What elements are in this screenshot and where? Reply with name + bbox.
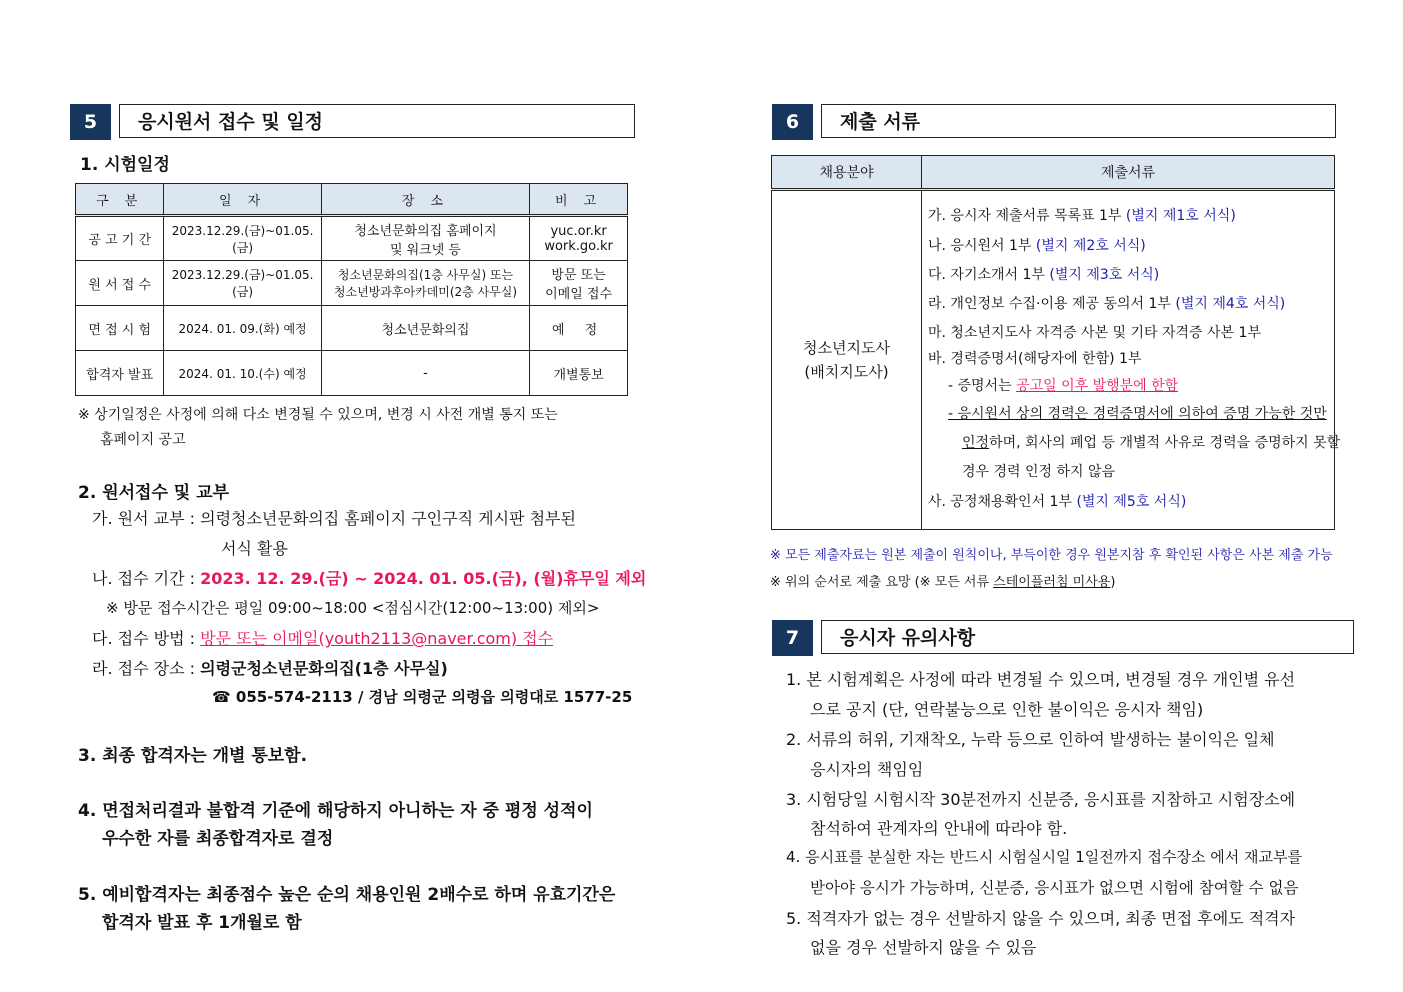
section-6-number: 6 — [772, 104, 813, 140]
application-method-text: 방문 또는 이메일(youth2113@naver.com) 접수 — [200, 629, 554, 648]
doc-subitem: - 응시원서 상의 경력은 경력증명서에 의하여 증명 가능한 것만 — [948, 406, 1327, 422]
doc-subitem — [948, 375, 1178, 395]
doc-item-text: 바. 경력증명서(해당자에 한함) 1부 — [928, 351, 1142, 367]
item-3: 3. 최종 합격자는 개별 통보함. — [78, 746, 308, 766]
schedule-cell-place — [321, 261, 529, 306]
table-row — [76, 306, 628, 351]
schedule-cell-place — [321, 216, 529, 261]
schedule-col-note: 비 고 — [530, 184, 628, 216]
place-line: 청소년문화의집(1층 사무실) 또는 — [337, 268, 514, 282]
notice-item-4: 4. 응시표를 분실한 자는 반드시 시험실시일 1일전까지 접수장소 에서 재교부를 — [786, 848, 1302, 866]
field-name-sub: (배치지도사) — [804, 363, 889, 381]
section-5-title: 응시원서 접수 및 일정 — [119, 104, 635, 138]
doc-item-form: (별지 제3호 서식) — [1049, 267, 1160, 283]
doc-item — [928, 264, 1159, 284]
contact-address: ☎ 055-574-2113 / 경남 의령군 의령읍 의령대로 1577-25 — [212, 688, 633, 706]
schedule-cell-note: 개별통보 — [530, 351, 628, 396]
notice-item-2: 2. 서류의 허위, 기재착오, 누락 등으로 인하여 발생하는 불이익은 일체 — [786, 730, 1275, 749]
doc-item — [928, 293, 1285, 313]
documents-table-header — [772, 156, 1335, 190]
schedule-cell-note — [530, 216, 628, 261]
note-line: yuc.or.kr — [550, 223, 607, 239]
schedule-cell-date: 2024. 01. 09.(화) 예정 — [164, 306, 321, 351]
notice-item-3: 3. 시험당일 시험시작 30분전까지 신분증, 응시표를 지참하고 시험장소에 — [786, 790, 1296, 809]
doc-subitem-text: 하며, 회사의 폐업 등 개별적 사유로 경력을 증명하지 못할 — [989, 435, 1341, 451]
doc-item — [928, 205, 1236, 225]
note-line: 방문 또는 — [551, 268, 606, 283]
documents-note-2-end: ) — [1110, 575, 1116, 590]
doc-item-text: 사. 공정채용확인서 1부 — [928, 494, 1077, 510]
documents-note-1: ※ 모든 제출자료는 원본 제출이 원칙이나, 부득이한 경우 원본지참 후 확인된 사항은 사본 제출 가능 — [770, 548, 1333, 563]
notice-item-1: 1. 본 시험계획은 사정에 따라 변경될 수 있으며, 변경될 경우 개인별 유선 — [786, 670, 1296, 689]
doc-subitem-cont — [962, 432, 1340, 452]
field-name: 청소년지도사 — [803, 339, 890, 357]
application-period-label: 나. 접수 기간 : — [92, 569, 201, 588]
notice-item-5-cont: 없을 경우 선발하지 않을 수 있음 — [810, 938, 1037, 957]
section-7-title: 응시자 유의사항 — [821, 620, 1354, 654]
application-place — [92, 656, 448, 679]
doc-item-text: 라. 개인정보 수집·이용 제공 동의서 1부 — [928, 296, 1176, 312]
schedule-cell-note — [530, 261, 628, 306]
schedule-table — [75, 183, 628, 396]
doc-item-text: 다. 자기소개서 1부 — [928, 267, 1050, 283]
doc-item-form: (별지 제2호 서식) — [1035, 238, 1146, 254]
notice-item-3-cont: 참석하여 관계자의 안내에 따라야 함. — [810, 819, 1068, 838]
doc-item — [928, 235, 1146, 255]
schedule-cell-category: 면 접 시 험 — [76, 306, 164, 351]
schedule-cell-date: 2023.12.29.(금)~01.05.(금) — [164, 261, 321, 306]
documents-col-docs: 제출서류 — [922, 156, 1335, 190]
form-distribution — [92, 506, 576, 529]
note-line: 이메일 접수 — [545, 287, 613, 302]
doc-item-form: (별지 제4호 서식) — [1175, 296, 1286, 312]
schedule-note-cont: 홈페이지 공고 — [100, 432, 186, 448]
item-5-cont: 합격자 발표 후 1개월로 함 — [102, 913, 302, 933]
section-6-title: 제출 서류 — [821, 104, 1336, 138]
item-4: 4. 면접처리결과 불합격 기준에 해당하지 아니하는 자 중 평정 성적이 — [78, 801, 593, 821]
schedule-col-date: 일 자 — [164, 184, 321, 216]
doc-item — [928, 491, 1186, 511]
visit-hours-note: ※ 방문 접수시간은 평일 09:00~18:00 <점심시간(12:00~13:00) 제외> — [106, 599, 600, 617]
doc-item — [928, 348, 1141, 368]
doc-subitem-underline: 인정 — [962, 435, 990, 451]
note-line: work.go.kr — [544, 238, 613, 254]
schedule-cell-category: 공 고 기 간 — [76, 216, 164, 261]
doc-subitem-cont: 경우 경력 인정 하지 않음 — [962, 464, 1116, 480]
doc-subitem-highlight: 공고일 이후 발행분에 한함 — [1016, 378, 1179, 394]
doc-item-text: 마. 청소년지도사 자격증 사본 및 기타 자격증 사본 1부 — [928, 325, 1261, 341]
section-5-number: 5 — [70, 104, 111, 140]
documents-col-field: 채용분야 — [772, 156, 922, 190]
doc-item-text: 나. 응시원서 1부 — [928, 238, 1036, 254]
application-heading: 2. 원서접수 및 교부 — [78, 483, 229, 503]
documents-note-2-underline: 스테이플러침 미사용 — [993, 575, 1111, 590]
table-row — [76, 216, 628, 261]
application-period-text: 2023. 12. 29.(금) ~ 2024. 01. 05.(금), (월)휴무일 제외 — [200, 569, 647, 588]
schedule-cell-category: 합격자 발표 — [76, 351, 164, 396]
place-line: 청소년문화의집 홈페이지 — [354, 223, 497, 239]
schedule-cell-place: 청소년문화의집 — [321, 306, 529, 351]
documents-field-cell — [772, 190, 922, 530]
application-method — [92, 626, 553, 649]
documents-note-2 — [770, 571, 1115, 590]
form-distribution-text: 의령청소년문화의집 홈페이지 구인구직 게시판 첨부된 — [200, 509, 576, 528]
notice-item-5: 5. 적격자가 없는 경우 선발하지 않을 수 있으며, 최종 면접 후에도 적격자 — [786, 909, 1296, 928]
schedule-col-place: 장 소 — [321, 184, 529, 216]
schedule-cell-note: 예 정 — [530, 306, 628, 351]
schedule-note: ※ 상기일정은 사정에 의해 다소 변경될 수 있으며, 변경 시 사전 개별 통지 또는 — [78, 407, 558, 423]
notice-item-4-cont: 받아야 응시가 가능하며, 신분증, 응시표가 없으면 시험에 참여할 수 없음 — [810, 879, 1299, 897]
notice-item-2-cont: 응시자의 책임임 — [810, 760, 924, 779]
place-line: 및 워크넷 등 — [389, 242, 461, 258]
form-distribution-cont: 서식 활용 — [221, 539, 288, 558]
schedule-table-header — [76, 184, 628, 216]
table-row — [76, 261, 628, 306]
doc-item-form: (별지 제5호 서식) — [1076, 494, 1187, 510]
item-5: 5. 예비합격자는 최종점수 높은 순의 채용인원 2배수로 하며 유효기간은 — [78, 885, 616, 905]
schedule-cell-category: 원 서 접 수 — [76, 261, 164, 306]
form-distribution-label: 가. 원서 교부 : — [92, 509, 201, 528]
table-row — [76, 351, 628, 396]
schedule-cell-date: 2024. 01. 10.(수) 예정 — [164, 351, 321, 396]
doc-item-text: 가. 응시자 제출서류 목록표 1부 — [928, 208, 1126, 224]
application-period — [92, 566, 646, 589]
doc-item — [928, 322, 1261, 342]
notice-item-1-cont: 으로 공지 (단, 연락불능으로 인한 불이익은 응시자 책임) — [810, 700, 1204, 719]
section-7-number: 7 — [772, 620, 813, 656]
documents-note-2-text: ※ 위의 순서로 제출 요망 (※ 모든 서류 — [770, 575, 994, 590]
schedule-cell-place: - — [321, 351, 529, 396]
place-line: 청소년방과후아카데미(2층 사무실) — [333, 285, 518, 299]
doc-subitem-text: - 증명서는 — [948, 378, 1017, 394]
application-method-label: 다. 접수 방법 : — [92, 629, 201, 648]
application-place-text: 의령군청소년문화의집(1층 사무실) — [200, 659, 448, 678]
item-4-cont: 우수한 자를 최종합격자로 결정 — [102, 829, 334, 849]
doc-item-form: (별지 제1호 서식) — [1125, 208, 1236, 224]
schedule-col-category: 구 분 — [76, 184, 164, 216]
application-place-label: 라. 접수 장소 : — [92, 659, 201, 678]
schedule-cell-date: 2023.12.29.(금)~01.05.(금) — [164, 216, 321, 261]
schedule-heading: 1. 시험일정 — [80, 155, 170, 175]
